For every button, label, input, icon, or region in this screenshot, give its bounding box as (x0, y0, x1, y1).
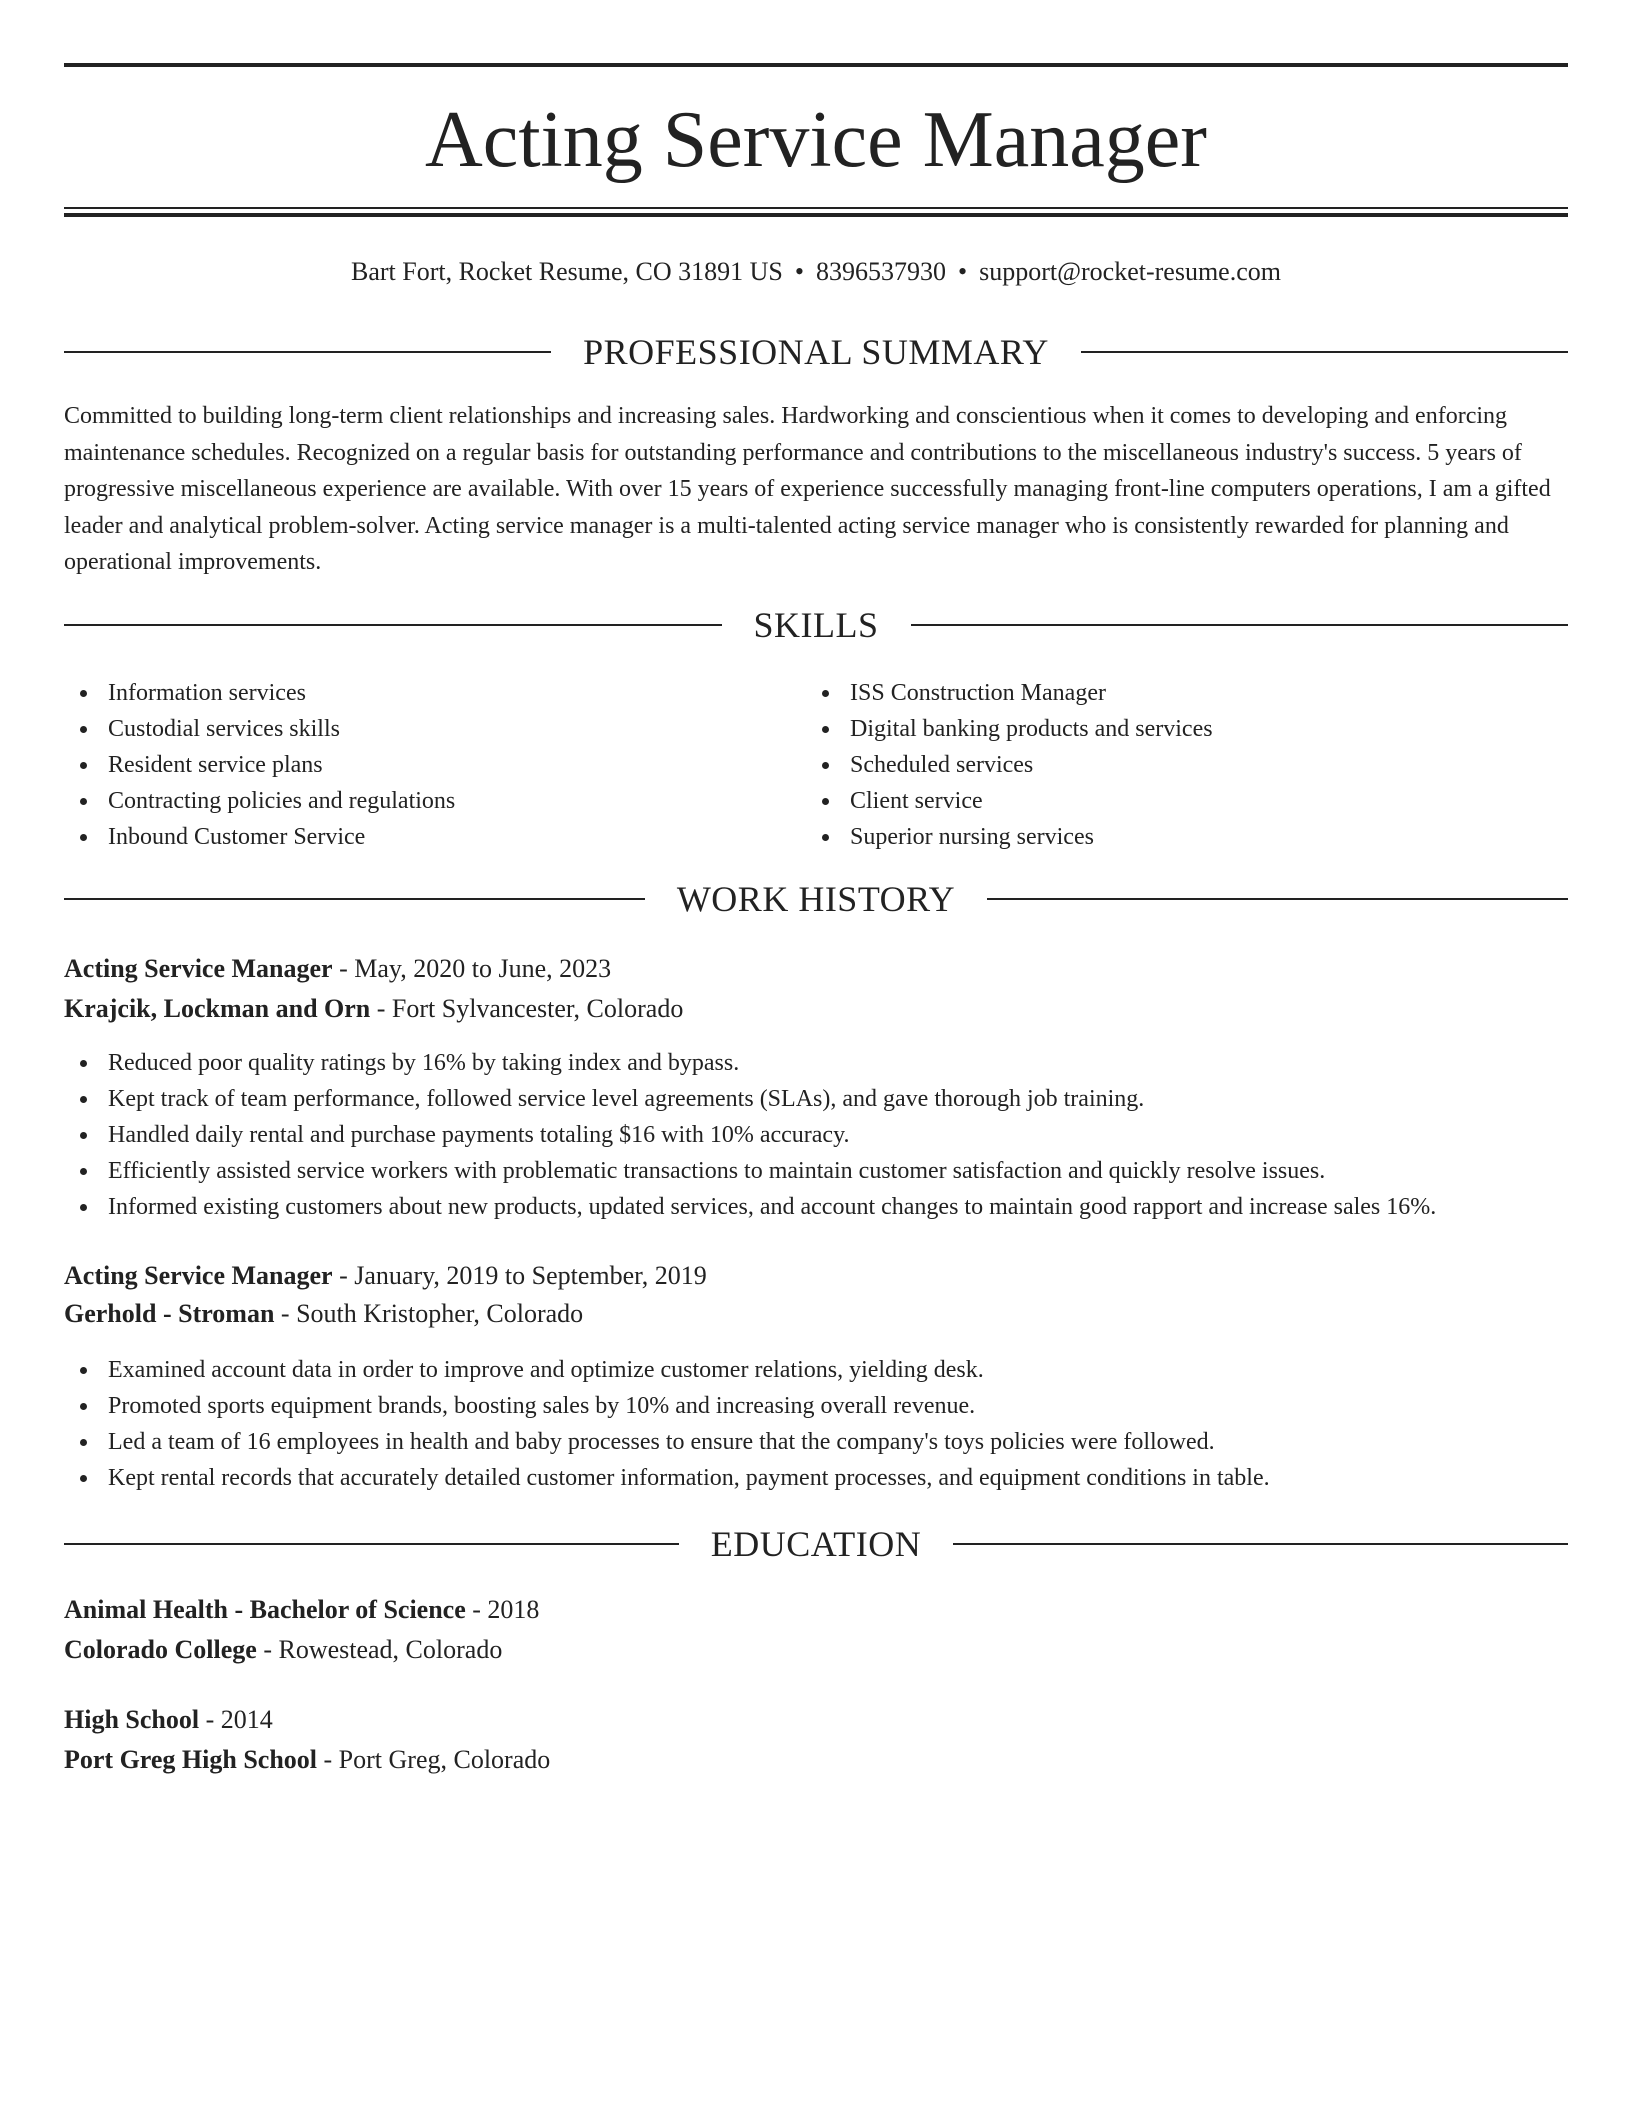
job-bullet: Kept track of team performance, followed service level agreements (SLAs), and gave thorough job training. (64, 1081, 1568, 1117)
skills-heading-row (64, 603, 1568, 647)
education-school: Colorado College (64, 1635, 257, 1664)
skill-item: Superior nursing services (806, 819, 1213, 855)
heading-rule (1081, 351, 1568, 353)
job-dates: - May, 2020 to June, 2023 (332, 954, 612, 983)
job-bullet: Informed existing customers about new products, updated services, and account changes to maintain good rapport and increase sales 16%. (64, 1189, 1568, 1225)
job-title: Acting Service Manager (64, 1261, 333, 1290)
heading-rule (64, 1543, 679, 1545)
job-title-line (64, 1256, 707, 1296)
job-company-line (64, 989, 683, 1029)
skills-heading: SKILLS (753, 605, 879, 645)
heading-rule (987, 898, 1568, 900)
job-title: Acting Service Manager (64, 954, 333, 983)
title-double-rule (64, 207, 1568, 217)
education-year: - 2014 (199, 1705, 273, 1734)
heading-rule (911, 624, 1569, 626)
contact-line (64, 254, 1568, 290)
job-bullet: Promoted sports equipment brands, boosting sales by 10% and increasing overall revenue. (64, 1388, 1568, 1424)
job-dates: - January, 2019 to September, 2019 (332, 1261, 707, 1290)
job-location: - South Kristopher, Colorado (274, 1299, 584, 1328)
summary-text: Committed to building long-term client relationships and increasing sales. Hardworking and conscientious when it comes to developing and enforcing maintenance schedules. Recognized on a regular basis for outstanding performance and contributions to the miscellaneous industry's success. 5 years of progressive miscellaneous experience are available. With over 15 years of experience successfully managing front-line computers operations, I am a gifted leader and analytical problem-solver. Acting service manager is a multi-talented acting service manager who is consistently rewarded for planning and operational improvements. (64, 403, 1551, 575)
job-bullet: Efficiently assisted service workers with problematic transactions to maintain customer satisfaction and quickly resolve issues. (64, 1153, 1568, 1189)
heading-rule (64, 898, 645, 900)
skill-item: ISS Construction Manager (806, 675, 1213, 711)
summary-heading: PROFESSIONAL SUMMARY (583, 332, 1049, 372)
skill-item: Scheduled services (806, 747, 1213, 783)
skills-list-left (64, 675, 455, 855)
summary-heading-row (64, 330, 1568, 374)
work-heading-row (64, 877, 1568, 921)
contact-separator: • (794, 257, 804, 286)
education-year: - 2018 (465, 1595, 540, 1624)
job-bullet: Examined account data in order to improve and optimize customer relations, yielding desk. (64, 1352, 1568, 1388)
job-title-line (64, 949, 611, 989)
work-heading: WORK HISTORY (676, 879, 956, 919)
contact-email: support@rocket-resume.com (979, 257, 1281, 286)
skill-item: Resident service plans (64, 747, 455, 783)
heading-rule (64, 624, 722, 626)
education-school-line (64, 1630, 502, 1670)
skill-item: Inbound Customer Service (64, 819, 455, 855)
education-heading-row (64, 1522, 1568, 1566)
education-degree: Animal Health - Bachelor of Science (64, 1595, 466, 1624)
job-bullet: Led a team of 16 employees in health and baby processes to ensure that the company's toys policies were followed. (64, 1424, 1568, 1460)
education-location: - Port Greg, Colorado (317, 1745, 551, 1774)
top-rule (64, 63, 1568, 67)
contact-separator: • (957, 257, 968, 286)
job-company: Krajcik, Lockman and Orn (64, 994, 371, 1023)
education-location: - Rowestead, Colorado (256, 1635, 503, 1664)
job-company-line (64, 1294, 583, 1334)
heading-rule (953, 1543, 1568, 1545)
skill-item: Client service (806, 783, 1213, 819)
education-degree-line (64, 1700, 273, 1740)
education-degree-line (64, 1590, 539, 1630)
skill-item: Custodial services skills (64, 711, 455, 747)
job-bullets (64, 1045, 1568, 1225)
skills-list-right (806, 675, 1213, 855)
skill-item: Information services (64, 675, 455, 711)
heading-rule (64, 351, 551, 353)
contact-phone: 8396537930 (815, 257, 946, 286)
job-location: - Fort Sylvancester, Colorado (370, 994, 684, 1023)
job-company: Gerhold - Stroman (64, 1299, 275, 1328)
skill-item: Digital banking products and services (806, 711, 1213, 747)
job-bullet: Kept rental records that accurately detailed customer information, payment processes, and equipment conditions in table. (64, 1460, 1568, 1496)
education-school: Port Greg High School (64, 1745, 318, 1774)
resume-title: Acting Service Manager (425, 96, 1207, 184)
job-bullet: Reduced poor quality ratings by 16% by taking index and bypass. (64, 1045, 1568, 1081)
contact-address: Bart Fort, Rocket Resume, CO 31891 US (350, 257, 783, 286)
education-school-line (64, 1740, 550, 1780)
education-heading: EDUCATION (710, 1524, 922, 1564)
education-degree: High School (64, 1705, 200, 1734)
job-bullets (64, 1352, 1568, 1496)
skill-item: Contracting policies and regulations (64, 783, 455, 819)
job-bullet: Handled daily rental and purchase payments totaling $16 with 10% accuracy. (64, 1117, 1568, 1153)
